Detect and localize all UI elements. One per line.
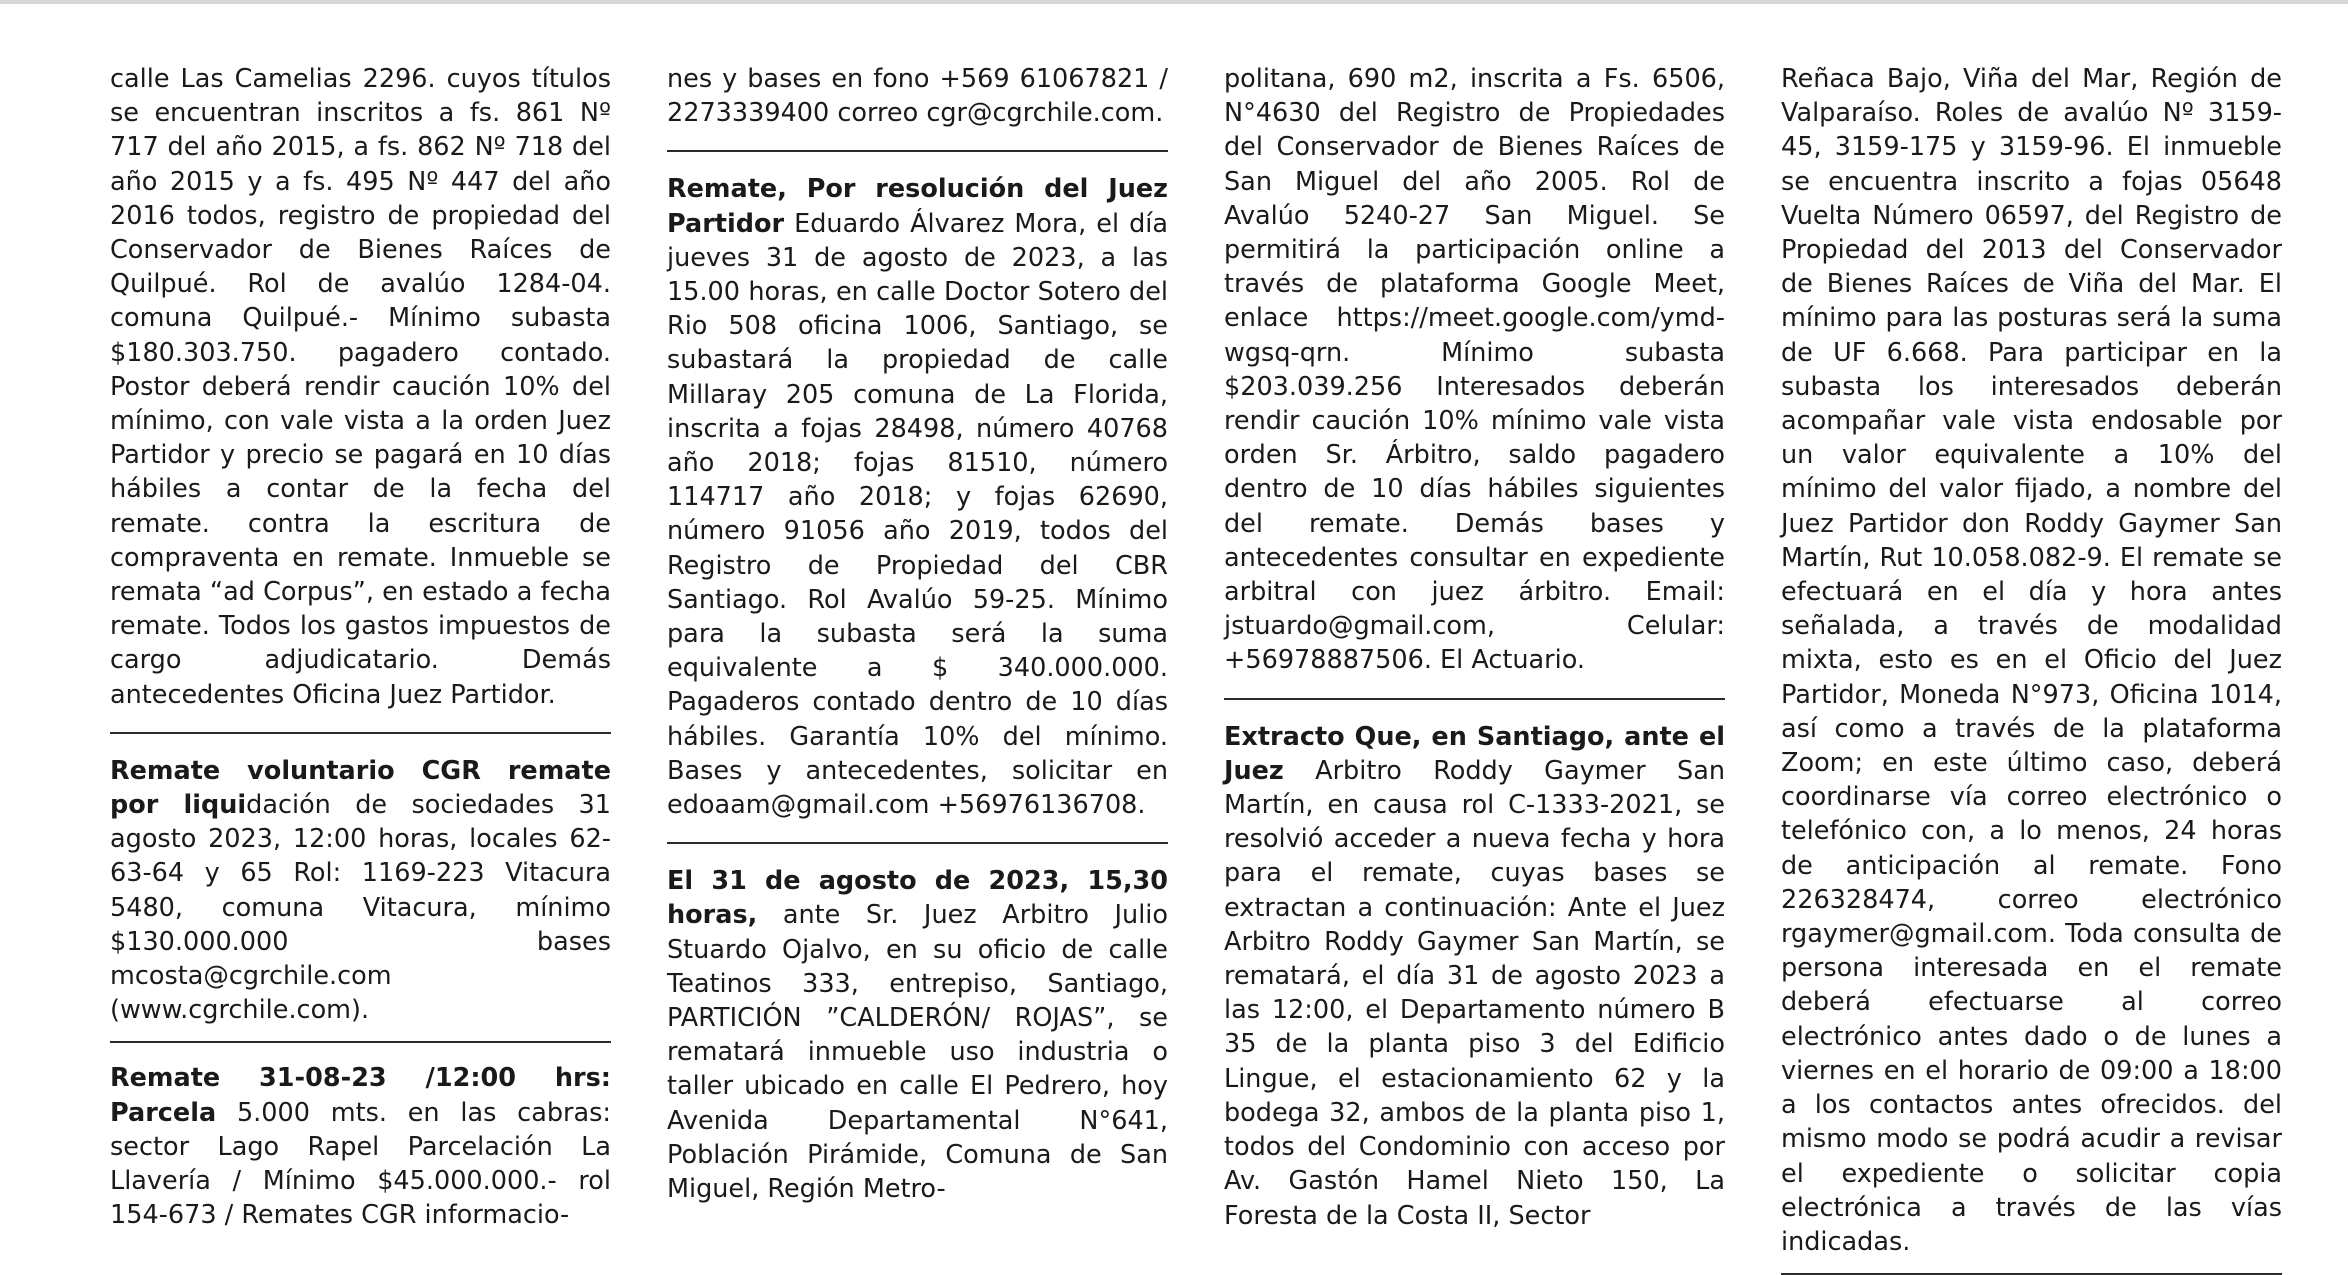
notice-divider — [1224, 698, 1725, 700]
notice-quilpue-continuation — [110, 62, 611, 712]
notice-heading: El 31 de agosto de 2023, 15,30 horas, — [667, 866, 1168, 931]
notice-divider — [110, 732, 611, 734]
notice-divider — [667, 842, 1168, 844]
notice-divider — [110, 1041, 611, 1043]
column-3 — [1224, 62, 1725, 1231]
notice-text: ante Sr. Juez Arbitro Julio Stuardo Ojalvo, en su oficio de calle Teatinos 333, entrepiso, Santiago, PARTICIÓN ”CALDERÓN/ ROJAS”, se rematará inmueble uso industria o taller ubicado en calle El Pedrero, hoy Avenida Departamental N°641, Población Pirámide, Comuna de San Miguel, Región Metro- — [667, 900, 1168, 1205]
column-4 — [1781, 62, 2282, 1257]
notice-text: calle Las Camelias 2296. cuyos títulos se encuentran inscritos a fs. 861 Nº 717 del año 2015, a fs. 862 Nº 718 del año 2015 y a fs. 495 Nº 447 del año 2016 todos, registro de propiedad del Conservador de Bienes Raíces de Quilpué. Rol de avalúo 1284-04. comuna Quilpué.- Mínimo subasta $180.303.750. pagadero contado. Postor deberá rendir caución 10% del mínimo, con vale vista a la orden Juez Partidor y precio se pagará en 10 días hábiles a contar de la fecha del remate. contra la escritura de compraventa en remate. Inmueble se remata “ad Corpus”, en estado a fecha remate. Todos los gastos impuestos de cargo adjudicatario. Demás antecedentes Oficina Juez Partidor. — [110, 64, 611, 710]
notice-remate-parcela — [110, 1061, 611, 1232]
notice-remate-voluntario-cgr — [110, 754, 611, 1028]
top-rule — [0, 0, 2348, 4]
notice-heading: Remate voluntario CGR remate por liqui — [110, 755, 611, 821]
notice-text: Eduardo Álvarez Mora, el día jueves 31 de agosto de 2023, a las 15.00 horas, en calle Doctor Sotero del Rio 508 oficina 1006, Santiago, se subastará la propiedad de calle Millaray 205 comuna de La Florida, inscrita a fojas 28498, número 40768 año 2018; fojas 81510, número 114717 año 2018; y fojas 62690, número 91056 año 2019, todos del Registro de Propiedad del CBR Santiago. Rol Avalúo 59-25. Mínimo para la subasta será la suma equivalente a $ 340.000.000. Pagaderos contado dentro de 10 días hábiles. Garantía 10% del mínimo. Bases y antecedentes, solicitar en edoaam@gmail.com +56976136708. — [667, 208, 1168, 821]
notice-heading: Remate 31-08-23 /12:00 hrs: Parcela — [110, 1063, 611, 1128]
notice-text: Reñaca Bajo, Viña del Mar, Región de Valparaíso. Roles de avalúo Nº 3159-45, 3159-175 y 3159-96. El inmueble se encuentra inscrito a fojas 05648 Vuelta Número 06597, del Registro de Propiedad del 2013 del Conservador de Bienes Raíces de Viña del Mar. El mínimo para las posturas será la suma de UF 6.668. Para participar en la subasta los interesados deberán acompañar vale vista endosable por un valor equivalente a 10% del mínimo del valor fijado, a nombre del Juez Partidor don Roddy Gaymer San Martín, Rut 10.058.082-9. El remate se efectuará en el día y hora antes señalada, a través de modalidad mixta, esto es en el Oficio del Juez Partidor, Moneda N°973, Oficina 1014, así como a través de la plataforma Zoom; en este último caso, deberá coordinarse vía correo electrónico o telefónico con, a lo menos, 24 horas de anticipación al remate. Fono 226328474, correo electrónico rgaymer@gmail.com. Toda consulta de persona interesada en el remate deberá efectuarse al correo electrónico antes dado o de lunes a viernes en el horario de 09:00 a 18:00 a los contactos antes ofrecidos. del mismo modo se podrá acudir a revisar el expediente o solicitar copia electrónica a través de las vías indicadas. — [1781, 64, 2282, 1257]
column-2 — [667, 62, 1168, 1205]
notice-cgr-continuation — [667, 62, 1168, 130]
notice-heading: Extracto Que, en Santiago, ante el Juez — [1224, 721, 1725, 786]
notice-heading: Remate, Por resolución del Juez Partidor — [667, 174, 1168, 239]
notice-san-miguel-continuation — [1224, 62, 1725, 678]
notice-vina-del-mar-continuation — [1781, 62, 2282, 1259]
notice-particion-calderon-rojas — [667, 864, 1168, 1206]
notice-text: nes y bases en fono +569 61067821 / 2273339400 correo cgr@cgrchile.com. — [667, 64, 1168, 129]
notice-extracto-santiago — [1224, 720, 1725, 1233]
column-1 — [110, 62, 611, 1231]
notice-text: politana, 690 m2, inscrita a Fs. 6506, N°4630 del Registro de Propiedades del Conservador de Bienes Raíces de San Miguel del año 2005. Rol de Avalúo 5240-27 San Miguel. Se permitirá la participación online a través de plataforma Google Meet, enlace https://meet.google.com/ymd-wgsq-qrn. Mínimo subasta $203.039.256 Interesados deberán rendir caución 10% mínimo vale vista orden Sr. Árbitro, saldo pagadero dentro de 10 días hábiles siguientes del remate. Demás bases y antecedentes consultar en expediente arbitral con juez árbitro. Email: jstuardo@gmail.com, Celular: +56978887506. El Actuario. — [1224, 64, 1725, 676]
notice-divider — [667, 150, 1168, 152]
classifieds-page — [110, 62, 2290, 1257]
notice-text: dación de sociedades 31 agosto 2023, 12:00 horas, locales 62-63-64 y 65 Rol: 1169-223 Vitacura 5480, comuna Vitacura, mínimo $130.000.000 bases mcosta@cgrchile.com (www.cgrchile.com). — [110, 790, 611, 1026]
notice-remate-juez-partidor — [667, 172, 1168, 822]
notice-text: 5.000 mts. en las cabras: sector Lago Rapel Parcelación La Llavería / Mínimo $45.000.000.- rol 154-673 / Remates CGR informacio- — [110, 1097, 611, 1231]
notice-text: Arbitro Roddy Gaymer San Martín, en causa rol C-1333-2021, se resolvió acceder a nueva fecha y hora para el remate, cuyas bases se extractan a continuación: Ante el Juez Arbitro Roddy Gaymer San Martín, se rematará, el día 31 de agosto 2023 a las 12:00, el Departamento número B 35 de la planta piso 3 del Edificio Lingue, el estacionamiento 62 y la bodega 32, ambos de la planta piso 1, todos del Condominio con acceso por Av. Gastón Hamel Nieto 150, La Foresta de la Costa II, Sector — [1224, 755, 1725, 1231]
